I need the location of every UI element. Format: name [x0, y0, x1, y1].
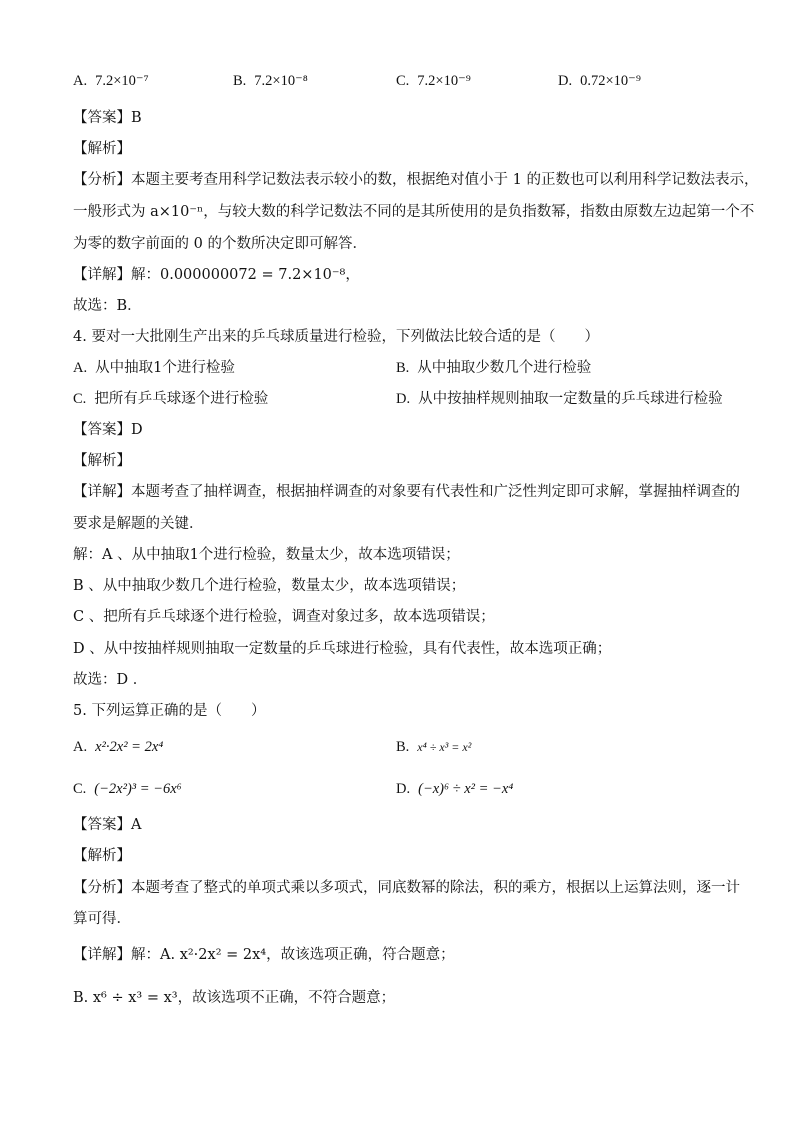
q5-answer: 【答案】A — [73, 817, 142, 833]
option-value: x²·2x² = 2x⁴ — [95, 739, 164, 755]
q4-detail-line-2: 要求是解题的关键． — [73, 516, 204, 532]
option-letter: C. — [396, 73, 410, 89]
q3-conclusion: 故选：B． — [73, 298, 142, 314]
option-value: 从中抽取1个进行检验 — [95, 360, 235, 376]
q4-option-b — [396, 357, 591, 379]
q3-option-d — [558, 70, 641, 92]
q4-options-row-2 — [73, 388, 733, 410]
q3-option-b — [233, 70, 308, 92]
option-value: (−x)⁶ ÷ x² = −x⁴ — [418, 781, 514, 797]
q3-analysis-line-1: 【分析】本题主要考查用科学记数法表示较小的数，根据绝对值小于 1 的正数也可以利用科学记数法表示， — [73, 172, 759, 188]
option-value: x⁴ ÷ x³ = x² — [417, 740, 472, 754]
option-value: 7.2×10⁻⁷ — [95, 73, 149, 89]
q5-detail-line-1: 【详解】解：A. x²·2x² = 2x⁴，故该选项正确，符合题意； — [73, 947, 455, 963]
option-value: (−2x²)³ = −6x⁶ — [94, 781, 182, 797]
option-letter: B. — [396, 360, 410, 376]
q5-detail-line-2: B. x⁶ ÷ x³ = x³，故该选项不正确，不符合题意； — [73, 990, 396, 1006]
option-letter: B. — [396, 739, 410, 755]
option-value: 7.2×10⁻⁹ — [417, 73, 471, 89]
option-letter: A. — [73, 73, 88, 89]
q4-detail-line-4: B 、从中抽取少数几个进行检验，数量太少，故本选项错误； — [73, 578, 466, 594]
q4-stem: 4. 要对一大批刚生产出来的乒乓球质量进行检验，下列做法比较合适的是（ ） — [73, 329, 599, 345]
option-value: 把所有乒乓球逐个进行检验 — [94, 391, 269, 407]
option-value: 从中抽取少数几个进行检验 — [417, 360, 592, 376]
q4-answer: 【答案】D — [73, 422, 143, 438]
option-letter: D. — [396, 781, 411, 797]
option-letter: D. — [396, 391, 411, 407]
q4-detail-line-1: 【详解】本题考查了抽样调查，根据抽样调查的对象要有代表性和广泛性判定即可求解，掌握抽样调查的 — [73, 484, 740, 500]
option-letter: D. — [558, 73, 573, 89]
q4-analysis-title: 【解析】 — [73, 453, 131, 469]
q5-analysis-title: 【解析】 — [73, 848, 131, 864]
q4-options-row-1 — [73, 357, 733, 379]
q4-option-c — [73, 388, 268, 410]
q3-option-a — [73, 70, 149, 92]
q5-options-row-1 — [73, 736, 733, 758]
q4-detail-line-3: 解：A 、从中抽取1个进行检验，数量太少，故本选项错误； — [73, 547, 460, 563]
q3-option-c — [396, 70, 471, 92]
option-letter: A. — [73, 739, 88, 755]
option-letter: C. — [73, 781, 87, 797]
q5-option-b — [396, 736, 471, 758]
q5-options-row-2 — [73, 778, 733, 800]
q3-options — [73, 70, 733, 92]
q5-stem: 5. 下列运算正确的是（ ） — [73, 703, 266, 719]
q3-analysis-line-3: 为零的数字前面的 0 的个数所决定即可解答． — [73, 236, 367, 252]
option-letter: C. — [73, 391, 87, 407]
option-letter: A. — [73, 360, 88, 376]
option-value: 0.72×10⁻⁹ — [580, 73, 641, 89]
q5-option-d — [396, 778, 513, 800]
q3-analysis-line-2: 一般形式为 a×10⁻ⁿ，与较大数的科学记数法不同的是其所使用的是负指数幂，指数由原数左边起第一个不 — [73, 204, 755, 220]
q3-answer: 【答案】B — [73, 110, 142, 126]
q3-detail: 【详解】解：0.000000072 = 7.2×10⁻⁸， — [73, 267, 360, 283]
q5-option-c — [73, 778, 182, 800]
option-letter: B. — [233, 73, 247, 89]
q5-analysis-line-2: 算可得． — [73, 911, 131, 927]
q3-analysis-title: 【解析】 — [73, 141, 131, 157]
option-value: 7.2×10⁻⁸ — [254, 73, 308, 89]
q4-detail-line-5: C 、把所有乒乓球逐个进行检验，调查对象过多，故本选项错误； — [73, 609, 495, 625]
q4-option-d — [396, 388, 723, 410]
q5-analysis-line-1: 【分析】本题考查了整式的单项式乘以多项式，同底数幂的除法，积的乘方，根据以上运算法则，逐一计 — [73, 880, 740, 896]
option-value: 从中按抽样规则抽取一定数量的乒乓球进行检验 — [418, 391, 723, 407]
q4-detail-line-7: 故选：D ． — [73, 672, 148, 688]
q4-option-a — [73, 357, 235, 379]
q4-detail-line-6: D 、从中按抽样规则抽取一定数量的乒乓球进行检验，具有代表性，故本选项正确； — [73, 641, 612, 657]
q5-option-a — [73, 736, 163, 758]
